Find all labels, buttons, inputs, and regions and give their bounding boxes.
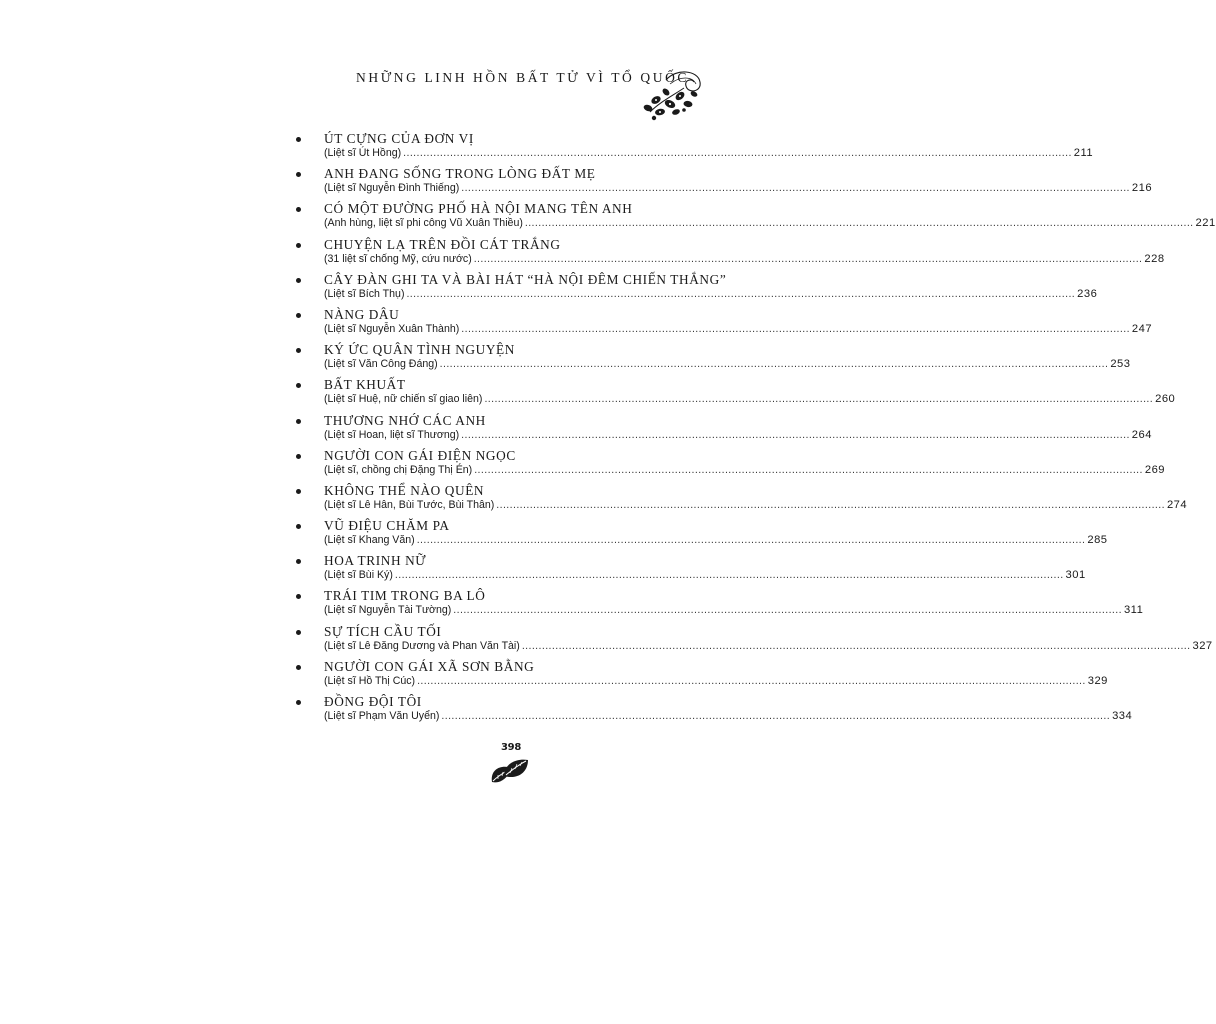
toc-entry-title: SỰ TÍCH CẦU TỐI xyxy=(324,623,442,639)
toc-entry-page: 329 xyxy=(1087,674,1108,687)
toc-entry-page: 236 xyxy=(1077,287,1098,300)
dot-leader: ........................................................................................................................................................................................................ xyxy=(417,674,1086,687)
toc-entry-subtitle: (Liệt sĩ Lê Hân, Bùi Tước, Bùi Thân) xyxy=(324,498,495,511)
toc-entry[interactable] xyxy=(296,552,1086,587)
dot-leader: ........................................................................................................................................................................................................ xyxy=(441,710,1111,722)
toc-entry-title: KHÔNG THỂ NÀO QUÊN xyxy=(324,482,485,498)
toc-entry[interactable] xyxy=(296,693,1133,728)
dot-leader: ........................................................................................................................................................................................................ xyxy=(403,147,1072,159)
toc-entry-title: CÓ MỘT ĐƯỜNG PHỐ HÀ NỘI MANG TÊN ANH xyxy=(324,201,633,217)
toc-entry[interactable] xyxy=(296,236,1165,271)
toc-entry-page: 253 xyxy=(1110,358,1131,371)
toc-entry[interactable] xyxy=(296,306,1153,341)
toc-entry[interactable] xyxy=(296,587,1144,622)
bullet-icon xyxy=(296,700,301,705)
toc-entry-subtitle: (31 liệt sĩ chống Mỹ, cứu nước) xyxy=(324,252,472,265)
bullet-icon xyxy=(296,172,301,177)
dot-leader: ........................................................................................................................................................................................................ xyxy=(484,393,1154,406)
toc-entry-subtitle: (Liệt sĩ Út Hồng) xyxy=(324,147,402,159)
dot-leader: ........................................................................................................................................................................................................ xyxy=(524,217,1194,230)
toc-entry[interactable] xyxy=(296,447,1166,482)
toc-entry-title: CHUYỆN LẠ TRÊN ĐỒI CÁT TRẮNG xyxy=(324,236,561,252)
running-header: NHỮNG LINH HỒN BẤT TỬ VÌ TỔ QUỐC xyxy=(356,70,690,85)
toc-entry[interactable] xyxy=(296,623,1213,658)
toc-entry-page: 269 xyxy=(1144,463,1166,476)
toc-entry[interactable] xyxy=(296,482,1188,517)
toc-entry-subtitle: (Liệt sĩ Huệ, nữ chiến sĩ giao liên) xyxy=(324,393,483,406)
toc-entry[interactable] xyxy=(296,341,1131,376)
dot-leader: ........................................................................................................................................................................................................ xyxy=(394,569,1064,582)
toc-entry[interactable] xyxy=(296,130,1094,165)
toc-entry[interactable] xyxy=(296,658,1108,693)
toc-entry-page: 327 xyxy=(1192,639,1213,652)
bullet-icon xyxy=(296,243,301,248)
toc-entry[interactable] xyxy=(296,376,1176,411)
page-number: 398 xyxy=(501,742,521,753)
toc-entry-subtitle: (Liệt sĩ Nguyễn Đình Thiếng) xyxy=(324,182,460,195)
toc-entry-page: 221 xyxy=(1195,217,1216,230)
toc-entry-page: 334 xyxy=(1112,710,1133,722)
toc-entry-subtitle: (Liệt sĩ Hồ Thị Cúc) xyxy=(324,674,416,687)
toc-entry-title: NGƯỜI CON GÁI ĐIỆN NGỌC xyxy=(324,447,516,463)
toc-entry-subtitle: (Liệt sĩ Bích Thụ) xyxy=(324,287,405,300)
dot-leader: ........................................................................................................................................................................................................ xyxy=(473,252,1143,265)
bullet-icon xyxy=(296,207,301,212)
toc-entry-page: 274 xyxy=(1166,498,1188,511)
toc-entry-subtitle: (Anh hùng, liệt sĩ phi công Vũ Xuân Thiều) xyxy=(324,217,523,230)
toc-entry-title: THƯƠNG NHỚ CÁC ANH xyxy=(324,412,486,428)
toc-entry-subtitle: (Liệt sĩ, chồng chị Đặng Thị Én) xyxy=(324,463,473,476)
floral-ornament-icon xyxy=(636,66,708,126)
toc-entry[interactable] xyxy=(296,165,1153,200)
toc-entry-page: 301 xyxy=(1065,569,1086,582)
toc-entry-subtitle: (Liệt sĩ Khang Văn) xyxy=(324,534,415,547)
toc-entry-title: KÝ ỨC QUÂN TÌNH NGUYỆN xyxy=(324,342,515,358)
toc-entry-title: ANH ĐANG SỐNG TRONG LÒNG ĐẤT MẸ xyxy=(324,166,596,182)
toc-entry-page: 311 xyxy=(1123,604,1144,617)
toc-entry[interactable] xyxy=(296,200,1216,235)
toc-entry-page: 211 xyxy=(1073,147,1094,159)
toc-entry-title: CÂY ĐÀN GHI TA VÀ BÀI HÁT “HÀ NỘI ĐÊM CHIẾN THẮNG” xyxy=(324,271,727,287)
toc-entry-title: NGƯỜI CON GÁI XÃ SƠN BẰNG xyxy=(324,658,535,674)
toc-entry-page: 247 xyxy=(1131,322,1153,335)
toc-entry-title: TRÁI TIM TRONG BA LÔ xyxy=(324,588,486,604)
toc-entry-subtitle: (Liệt sĩ Lê Đăng Dương và Phan Văn Tài) xyxy=(324,639,520,652)
bullet-icon xyxy=(296,137,301,142)
dot-leader: ........................................................................................................................................................................................................ xyxy=(406,287,1076,300)
bullet-icon xyxy=(296,489,301,494)
bullet-icon xyxy=(296,383,301,388)
bullet-icon xyxy=(296,524,301,529)
toc-entry-subtitle: (Liệt sĩ Nguyễn Xuân Thành) xyxy=(324,322,460,335)
bullet-icon xyxy=(296,665,301,670)
toc-entry-title: ĐỒNG ĐỘI TÔI xyxy=(324,694,422,709)
dot-leader: ........................................................................................................................................................................................................ xyxy=(439,358,1109,371)
toc-entry-title: ÚT CỰNG CỦA ĐƠN VỊ xyxy=(324,131,474,146)
toc-entry-subtitle: (Liệt sĩ Phạm Văn Uyển) xyxy=(324,710,440,722)
toc-entry-page: 260 xyxy=(1155,393,1176,406)
bullet-icon xyxy=(296,313,301,318)
bullet-icon xyxy=(296,278,301,283)
toc-entry-subtitle: (Liệt sĩ Hoan, liệt sĩ Thương) xyxy=(324,428,460,441)
toc-entry[interactable] xyxy=(296,412,1152,447)
toc-entry-title: HOA TRINH NỮ xyxy=(324,553,427,569)
dot-leader: ........................................................................................................................................................................................................ xyxy=(453,604,1122,617)
toc-entry-page: 228 xyxy=(1144,252,1165,265)
bullet-icon xyxy=(296,630,301,635)
bullet-icon xyxy=(296,559,301,564)
dot-leader: ........................................................................................................................................................................................................ xyxy=(461,322,1130,335)
table-of-contents xyxy=(296,130,1216,728)
bullet-icon xyxy=(296,348,301,353)
leaf-icon xyxy=(488,756,532,786)
toc-entry-title: NÀNG DÂU xyxy=(324,306,400,322)
toc-entry-subtitle: (Liệt sĩ Bùi Ký) xyxy=(324,569,393,582)
dot-leader: ........................................................................................................................................................................................................ xyxy=(461,428,1130,441)
toc-entry[interactable] xyxy=(296,271,1098,306)
toc-entry-subtitle: (Liệt sĩ Nguyễn Tài Tường) xyxy=(324,604,452,617)
toc-entry[interactable] xyxy=(296,517,1108,552)
dot-leader: ........................................................................................................................................................................................................ xyxy=(496,498,1165,511)
toc-entry-subtitle: (Liệt sĩ Văn Công Đáng) xyxy=(324,358,438,371)
toc-entry-page: 216 xyxy=(1131,182,1153,195)
dot-leader: ........................................................................................................................................................................................................ xyxy=(474,463,1143,476)
dot-leader: ........................................................................................................................................................................................................ xyxy=(416,534,1086,547)
toc-entry-title: BẤT KHUẤT xyxy=(324,377,406,393)
dot-leader: ........................................................................................................................................................................................................ xyxy=(461,182,1130,195)
bullet-icon xyxy=(296,454,301,459)
dot-leader: ........................................................................................................................................................................................................ xyxy=(521,639,1191,652)
bullet-icon xyxy=(296,594,301,599)
bullet-icon xyxy=(296,419,301,424)
toc-entry-title: VŨ ĐIỆU CHĂM PA xyxy=(324,518,450,534)
toc-entry-page: 285 xyxy=(1087,534,1108,547)
toc-entry-page: 264 xyxy=(1131,428,1152,441)
